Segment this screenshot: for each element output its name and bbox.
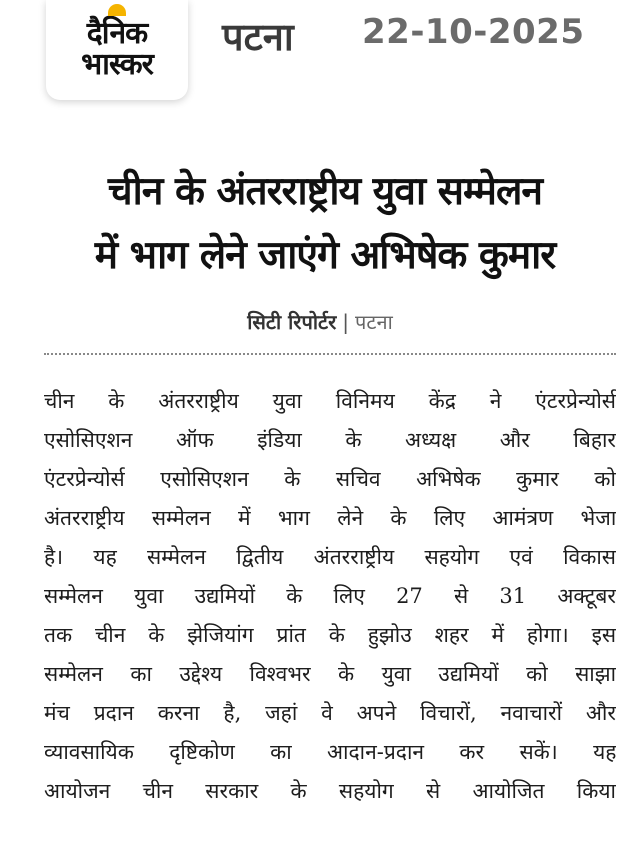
- edition-city: पटना: [222, 15, 294, 59]
- body-line: सम्मेलन का उद्देश्य विश्वभर के युवा उद्यमियों को साझा: [44, 662, 616, 686]
- logo-text-line2: भास्कर: [81, 47, 153, 82]
- byline-location: पटना: [355, 310, 393, 334]
- headline-line-1: चीन के अंतरराष्ट्रीय युवा सम्मेलन: [107, 169, 543, 214]
- byline-separator: |: [342, 310, 350, 334]
- headline-line-2: में भाग लेने जाएंगे अभिषेक कुमार: [94, 233, 556, 278]
- body-line: तक चीन के झेजियांग प्रांत के हुझोउ शहर में होगा। इस: [44, 623, 616, 647]
- article-body: [44, 382, 616, 811]
- body-line: सम्मेलन युवा उद्यमियों के लिए 27 से 31 अक्टूबर: [44, 584, 616, 608]
- divider: [44, 353, 616, 355]
- byline: [0, 308, 640, 335]
- newspaper-logo: [46, 0, 188, 100]
- body-line: एसोसिएशन ऑफ इंडिया के अध्यक्ष और बिहार: [44, 428, 616, 452]
- body-line: चीन के अंतरराष्ट्रीय युवा विनिमय केंद्र ने एंटरप्रेन्योर्स: [44, 389, 616, 413]
- body-line: मंच प्रदान करना है, जहां वे अपने विचारों, नवाचारों और: [44, 701, 616, 725]
- body-line: अंतरराष्ट्रीय सम्मेलन में भाग लेने के लिए आमंत्रण भेजा: [44, 506, 616, 530]
- body-line: है। यह सम्मेलन द्वितीय अंतरराष्ट्रीय सहयोग एवं विकास: [44, 545, 616, 569]
- body-line: एंटरप्रेन्योर्स एसोसिएशन के सचिव अभिषेक कुमार को: [44, 467, 616, 491]
- article-headline: [30, 160, 620, 288]
- edition-date: 22-10-2025: [362, 12, 585, 52]
- logo-text-line1: दैनिक: [86, 16, 148, 51]
- sun-icon: [108, 4, 126, 16]
- masthead: [0, 0, 640, 118]
- body-line: आयोजन चीन सरकार के सहयोग से आयोजित किया: [44, 779, 616, 803]
- body-line: व्यावसायिक दृष्टिकोण का आदान-प्रदान कर सकें। यह: [44, 740, 616, 764]
- byline-reporter: सिटी रिपोर्टर: [247, 310, 337, 334]
